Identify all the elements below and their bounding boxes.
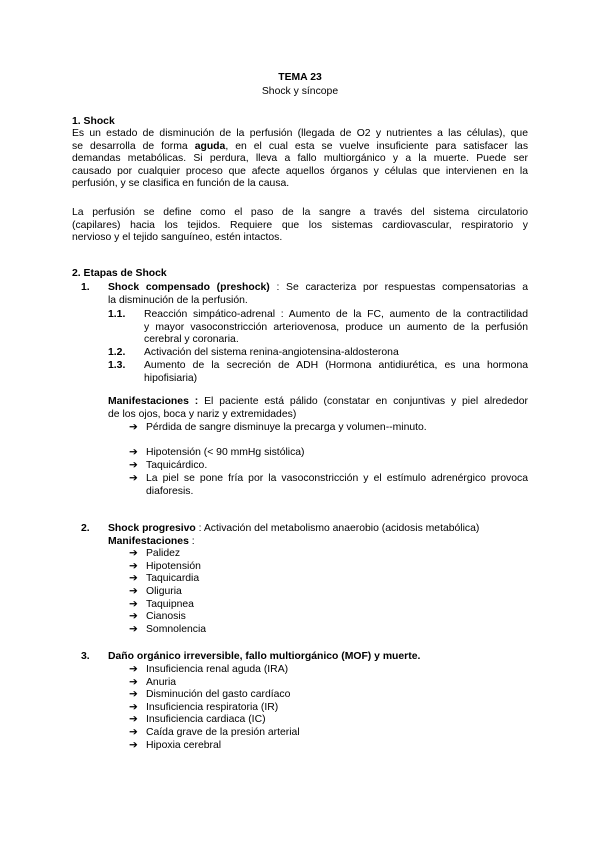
paragraph-line: diaforesis. [146,485,194,497]
document-subtitle: Shock y síncope [261,86,339,97]
bullet-text: Somnolencia [146,624,207,635]
arrow-bullet-icon: ➔ [129,447,138,458]
bullet-text: Hipotensión (< 90 mmHg sistólica) [146,447,305,458]
paragraph-line: se desarrolla de forma aguda, en el cual esta se vuelve insuficiente para satisfacer las [72,140,529,152]
subitem-number: 1.3. [108,360,126,371]
subitem-number: 1.1. [108,309,126,320]
paragraph-line: Es un estado de disminución de la perfusión (llegada de O2 y nutrientes a las células), que [72,128,528,139]
document-title: TEMA 23 [278,72,322,83]
paragraph-line: Aumento de la secreción de ADH (Hormona antidiurética, es una hormona [144,360,528,371]
stage-1-title: Shock compensado (preshock) [108,282,270,293]
bullet-text: Pérdida de sangre disminuye la precarga y volumen--minuto. [146,422,427,433]
bullet-text: Insuficiencia cardiaca (IC) [146,714,266,725]
stage-2-manifestations: Manifestaciones : [108,536,195,547]
bullet-text: Cianosis [146,611,186,622]
arrow-bullet-icon: ➔ [129,586,138,597]
bullet-text: Disminución del gasto cardíaco [146,689,291,700]
paragraph-line: causado por cualquier proceso que afecte aquellos órganos y células que intervienen en la [72,165,528,177]
paragraph-line: Manifestaciones : El paciente está pálido (constatar en conjuntivas y piel alrededor [108,396,528,407]
arrow-bullet-icon: ➔ [129,624,138,635]
arrow-bullet-icon: ➔ [129,561,138,572]
arrow-bullet-icon: ➔ [129,599,138,610]
arrow-bullet-icon: ➔ [129,714,138,725]
bullet-text: Hipotensión [146,561,201,572]
arrow-bullet-icon: ➔ [129,689,138,700]
stage-2-title: Shock progresivo [108,523,196,534]
stage-1-header [108,282,528,307]
paragraph-line: y mayor vasoconstricción arteriovenosa, produce un aumento de la perfusión [144,321,528,333]
bullet-text: Taquipnea [146,599,194,610]
section1-paragraph-1 [72,128,528,191]
paragraph-line: nervioso y el tejido sanguíneo, estén intactos. [72,232,283,244]
bullet-text: Palidez [146,548,181,559]
paragraph-line: La piel se pone fría por la vasoconstricción y el estímulo adrenérgico provoca [146,473,528,484]
arrow-bullet-icon: ➔ [129,727,138,738]
arrow-bullet-icon: ➔ [129,460,138,471]
stage-3-title: Daño orgánico irreversible, fallo multiorgánico (MOF) y muerte. [108,651,421,662]
arrow-bullet-icon: ➔ [129,548,138,559]
arrow-bullet-icon: ➔ [129,702,138,713]
paragraph-line: Reacción simpático-adrenal : Aumento de la FC, aumento de la contractilidad [144,309,528,320]
subitem-number: 1.2. [108,347,126,358]
arrow-bullet-icon: ➔ [129,573,138,584]
bullet-text: Taquicárdico. [146,460,208,471]
subitem-1-1 [144,309,528,347]
arrow-bullet-icon: ➔ [129,611,138,622]
bullet-text [146,473,528,498]
bullet-text: Oliguria [146,586,182,597]
paragraph-line: hipofisiaria) [144,372,198,384]
stage-1-number: 1. [81,282,90,293]
stage-2-number: 2. [81,523,90,534]
stage-3-number: 3. [81,651,90,662]
paragraph-line: la disminución de la perfusión. [108,294,248,306]
paragraph-line: Shock compensado (preshock) : Se caracteriza por respuestas compensatorias a [108,282,529,293]
bullet-text: Insuficiencia renal aguda (IRA) [146,664,289,675]
subitem-1-2: Activación del sistema renina-angiotensina-aldosterona [144,347,399,358]
arrow-bullet-icon: ➔ [129,664,138,675]
manifestations-label: Manifestaciones [108,536,189,547]
subitem-1-3 [144,360,528,385]
arrow-bullet-icon: ➔ [129,422,138,433]
section1-paragraph-2 [72,207,528,245]
paragraph-line: La perfusión se define como el paso de la sangre a través del sistema circulatorio [72,207,528,218]
bullet-text: Insuficiencia respiratoria (IR) [146,702,279,713]
bullet-text: Taquicardia [146,573,200,584]
bullet-text: Anuria [146,677,177,688]
paragraph-line: perfusión, y se clasifica en función de la causa. [72,178,290,190]
emphasis-aguda: aguda [194,140,226,152]
paragraph-line: cerebral y coronaria. [144,334,239,346]
section-heading-shock: 1. Shock [72,116,115,127]
paragraph-line: de los ojos, boca y nariz y extremidades) [108,408,297,420]
paragraph-line: (capilares) hacia los tejidos. Requiere que los sistemas cardiovascular, respiratorio y [72,219,528,231]
bullet-text: Hipoxia cerebral [146,740,222,751]
arrow-bullet-icon: ➔ [129,740,138,751]
manifestations-label: Manifestaciones : [108,396,199,407]
paragraph-line: demandas metabólicas. Si perdura, lleva a fallo multiorgánico y a la muerte. Puede ser [72,153,528,165]
bullet-text: Caída grave de la presión arterial [146,727,300,738]
stage-2-header: Shock progresivo : Activación del metabolismo anaerobio (acidosis metabólica) [108,523,480,534]
arrow-bullet-icon: ➔ [129,473,138,484]
section-heading-etapas: 2. Etapas de Shock [72,268,167,279]
stage-1-manifestations [108,396,528,421]
arrow-bullet-icon: ➔ [129,677,138,688]
